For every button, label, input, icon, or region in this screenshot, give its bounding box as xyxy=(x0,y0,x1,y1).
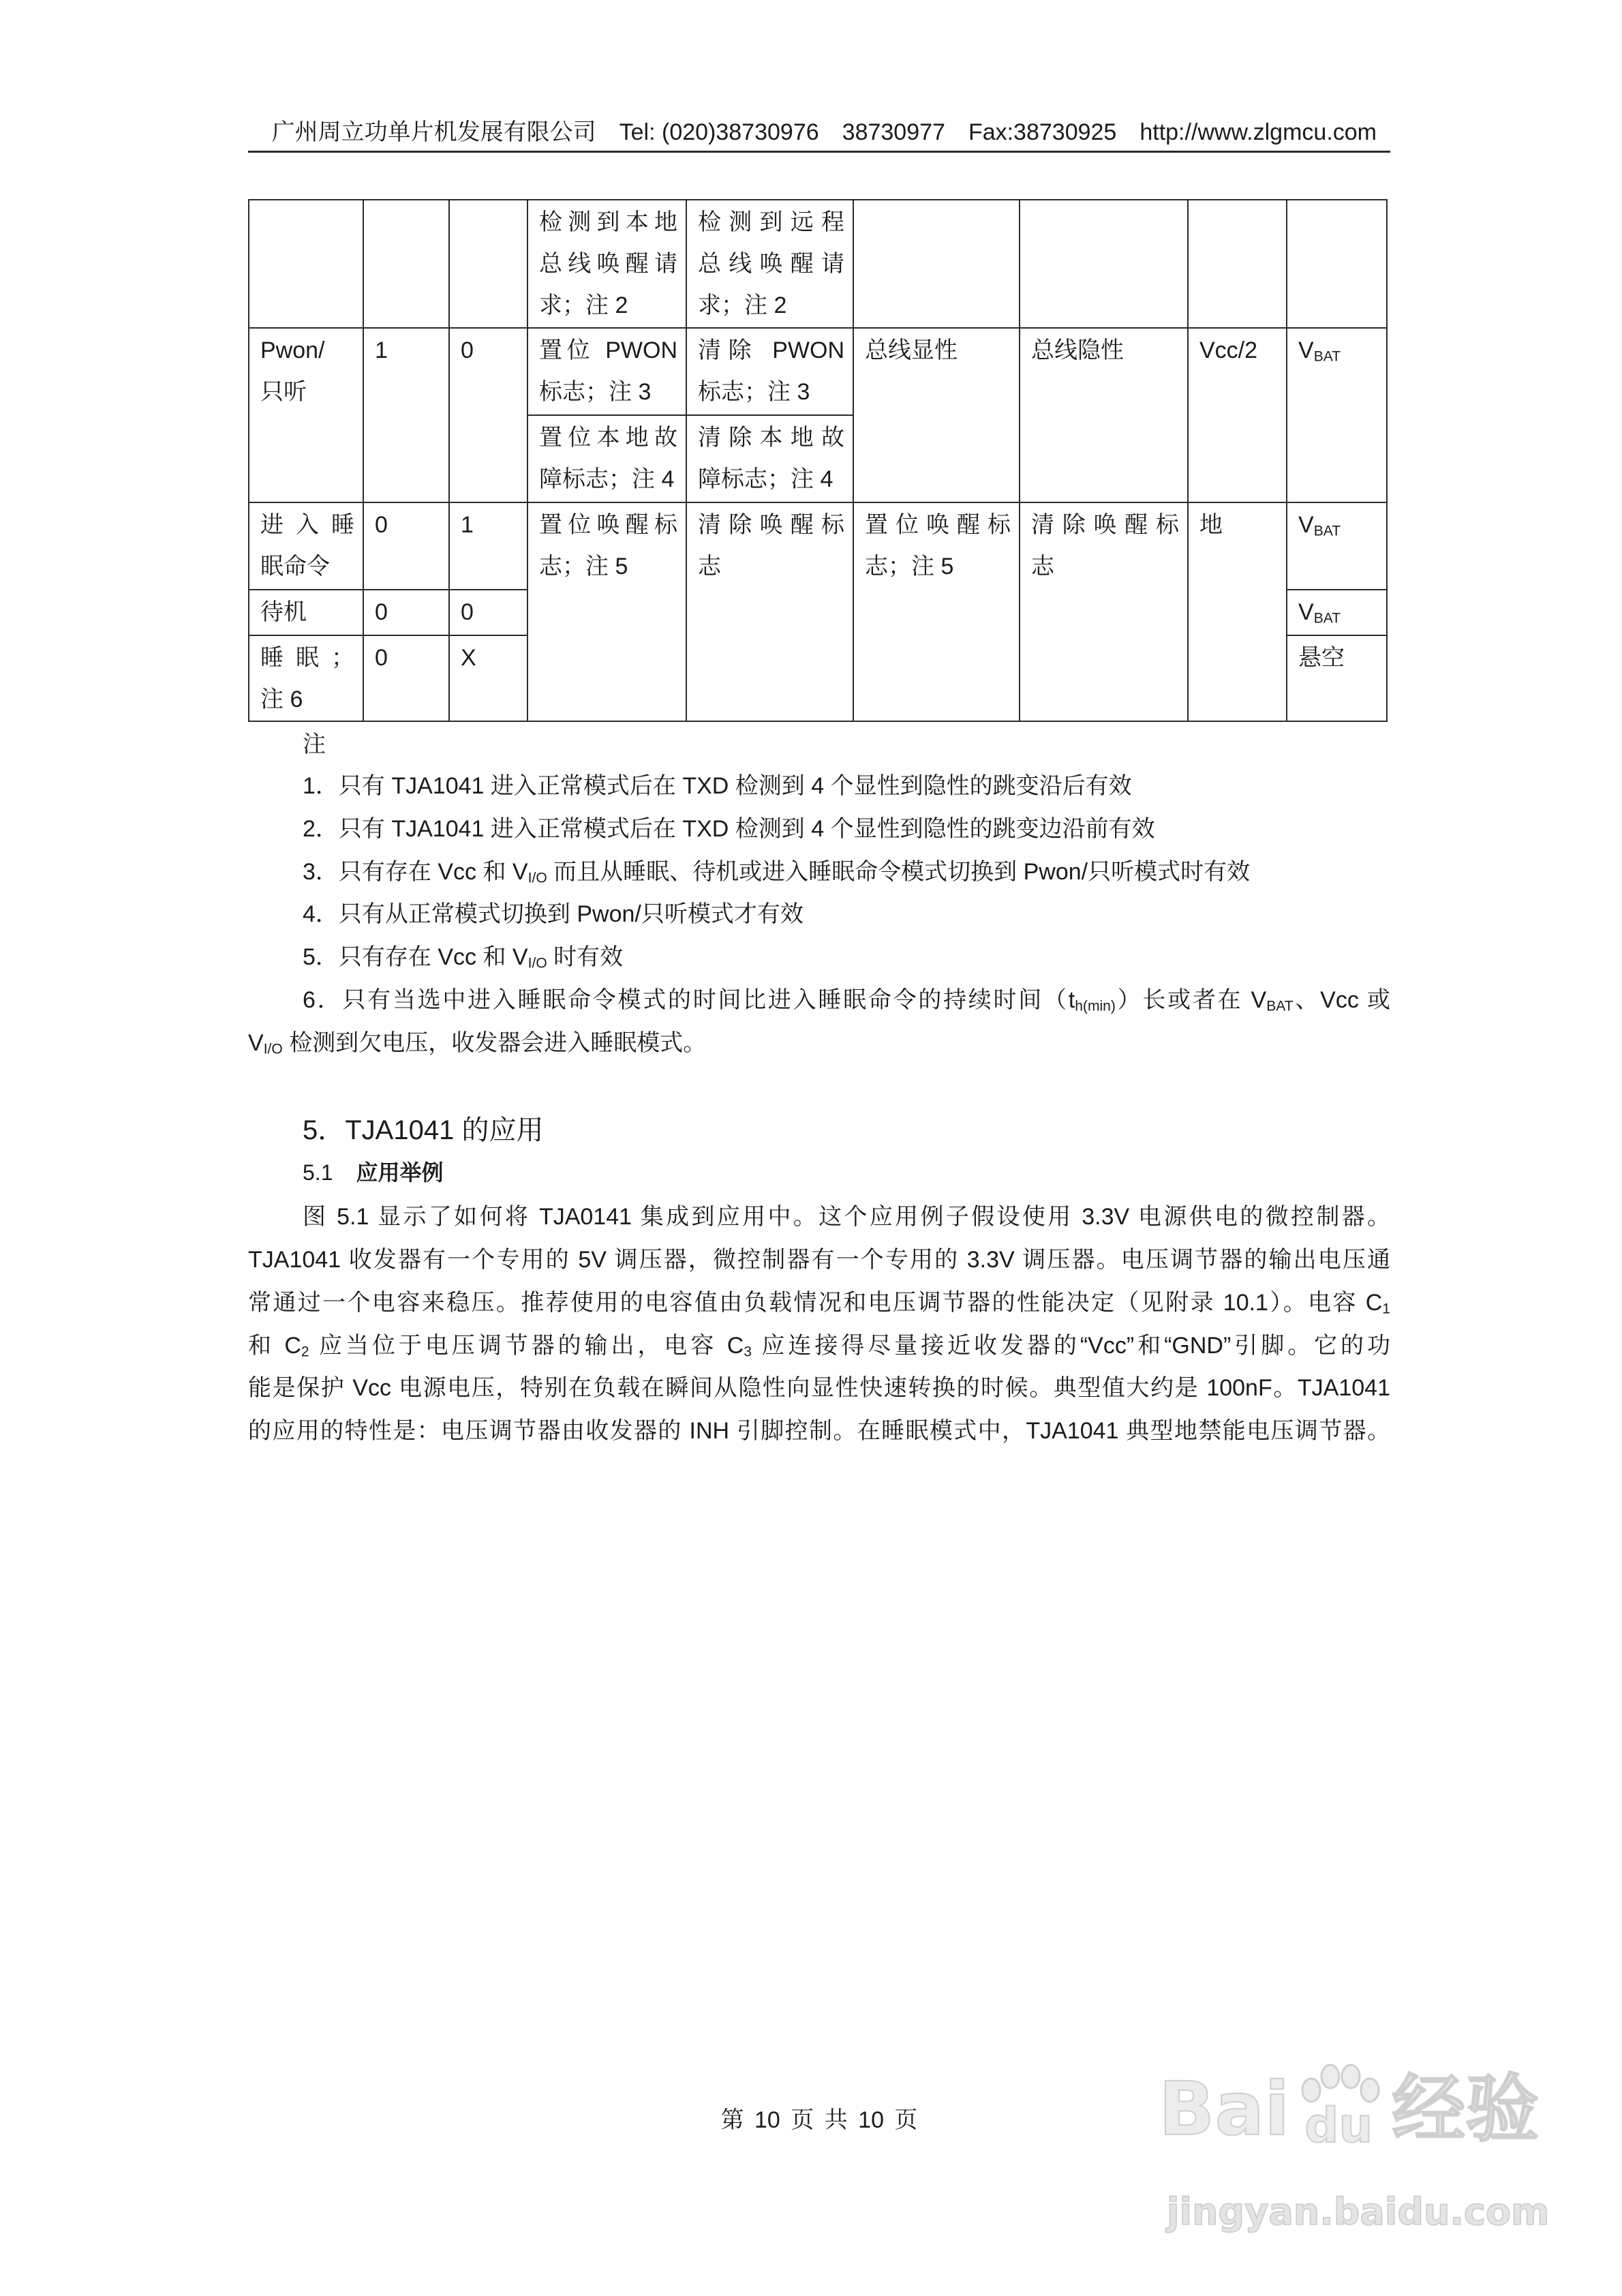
cell-line: 求；注 2 xyxy=(539,292,628,318)
cell-line: 注 6 xyxy=(260,686,303,712)
cell-detect-local-wake xyxy=(527,200,686,328)
note-text: 而且从睡眠、待机或进入睡眠命令模式切换到 Pwon/只听模式时有效 xyxy=(547,859,1251,885)
note-6-continued xyxy=(248,1022,1390,1065)
paragraph-text: 应连接得尽量接近收发器的“Vcc”和“GND”引脚。它的功 xyxy=(752,1333,1391,1359)
baidu-jingyan-watermark xyxy=(1159,2059,1539,2161)
cell-line: 总线唤醒请 xyxy=(539,251,677,277)
cell-line: 清除本地故 xyxy=(698,425,844,451)
subscript: I/O xyxy=(263,1041,283,1057)
note-text: 5．只有存在 Vcc 和 V xyxy=(303,944,528,970)
cell-mode-standby: 待机 xyxy=(249,590,363,635)
paragraph-text: 应当位于电压调节器的输出，电容 C xyxy=(309,1333,744,1359)
cell-set-local-fault xyxy=(527,415,686,502)
cell-value: 0 xyxy=(449,328,527,502)
cell-line: 置位唤醒标 xyxy=(539,512,677,538)
page-header xyxy=(272,117,1377,147)
subscript: 2 xyxy=(301,1344,309,1360)
cell-line: 检测到远程 xyxy=(698,209,844,235)
cell-line: 障标志；注 4 xyxy=(698,466,833,492)
section-heading: 5．TJA1041 的应用 xyxy=(303,1115,544,1145)
mode-table xyxy=(248,199,1388,722)
cell-line: 清除唤醒标 xyxy=(1031,512,1179,538)
cell-line: 志；注 5 xyxy=(865,554,954,579)
subscript: I/O xyxy=(527,870,547,886)
subscript: BAT xyxy=(1266,998,1294,1014)
paragraph-text: 和 C xyxy=(248,1333,301,1359)
vbat-v: V xyxy=(1298,337,1314,363)
watermark-product: 经验 xyxy=(1392,2067,1540,2152)
cell-vbat xyxy=(1287,590,1387,635)
cell-line: 眠命令 xyxy=(260,554,330,579)
cell-line: 置位本地故 xyxy=(539,425,677,451)
subsection-title: 应用举例 xyxy=(356,1160,444,1185)
paragraph-line xyxy=(248,1282,1390,1325)
note-text: 3．只有存在 Vcc 和 V xyxy=(303,859,528,885)
note-2: 2．只有 TJA1041 进入正常模式后在 TXD 检测到 4 个显性到隐性的跳变边沿前有效 xyxy=(303,816,1155,842)
cell-mode-sleep xyxy=(249,635,363,721)
table-cell xyxy=(363,200,449,328)
cell-set-wake-flag-2 xyxy=(853,502,1020,721)
table-cell xyxy=(1188,200,1287,328)
table-cell xyxy=(853,200,1020,328)
cell-set-wake-flag xyxy=(527,502,686,721)
cell-vbat xyxy=(1287,502,1387,590)
subscript: 3 xyxy=(744,1344,752,1360)
note-1: 1．只有 TJA1041 进入正常模式后在 TXD 检测到 4 个显性到隐性的跳变沿后有效 xyxy=(303,773,1132,799)
subsection-heading xyxy=(303,1152,444,1193)
cell-detect-remote-wake xyxy=(686,200,853,328)
page-footer: 第 10 页 共 10 页 xyxy=(720,2107,918,2133)
cell-value: 1 xyxy=(449,502,527,590)
paragraph-line: TJA1041 收发器有一个专用的 5V 调压器，微控制器有一个专用的 3.3V 调压器。电压调节器的输出电压通 xyxy=(248,1247,1390,1273)
watermark-url: jingyan.baidu.com xyxy=(1167,2190,1550,2233)
header-url: http://www.zlgmcu.com xyxy=(1139,119,1377,145)
cell-ground: 地 xyxy=(1188,502,1287,721)
header-tel: Tel: (020)38730976 xyxy=(619,119,819,145)
cell-mode-goto-sleep xyxy=(249,502,363,590)
cell-clear-pwon-flag xyxy=(686,328,853,415)
notes-title: 注 xyxy=(303,731,326,757)
table-cell xyxy=(1020,200,1188,328)
note-text: 、Vcc 或 xyxy=(1293,987,1391,1013)
note-text: V xyxy=(248,1030,264,1056)
note-5 xyxy=(303,936,1390,979)
cell-line: 志 xyxy=(698,554,721,579)
cell-line: 障标志；注 4 xyxy=(539,466,675,492)
cell-line: 置位唤醒标 xyxy=(865,512,1011,538)
paragraph-line xyxy=(248,1325,1390,1368)
subsection-number: 5.1 xyxy=(303,1160,333,1185)
note-text: ）长或者在 V xyxy=(1115,987,1267,1013)
cell-line: 检测到本地 xyxy=(539,209,677,235)
table-cell xyxy=(449,200,527,328)
subscript: h(min) xyxy=(1075,998,1116,1014)
cell-value: 0 xyxy=(449,590,527,635)
cell-line: 清除 PWON xyxy=(698,337,844,363)
cell-line: 置位 PWON xyxy=(539,337,677,363)
cell-bus-recessive: 总线隐性 xyxy=(1020,328,1188,502)
note-text: 时有效 xyxy=(547,944,624,970)
cell-bus-dominant: 总线显性 xyxy=(853,328,1020,502)
table-row-continued xyxy=(249,200,1387,328)
note-6 xyxy=(303,979,1390,1022)
cell-line: 标志；注 3 xyxy=(539,379,652,405)
note-text: 6．只有当选中进入睡眠命令模式的时间比进入睡眠命令的持续时间（t xyxy=(303,987,1075,1013)
table-row-goto-sleep xyxy=(249,502,1387,590)
cell-value: 0 xyxy=(363,590,449,635)
vbat-v: V xyxy=(1298,599,1314,625)
table-cell xyxy=(1287,200,1387,328)
cell-line: 志；注 5 xyxy=(539,554,628,579)
cell-vbat xyxy=(1287,328,1387,502)
paragraph-line: 的应用的特性是：电压调节器由收发器的 INH 引脚控制。在睡眠模式中，TJA1041 典型地禁能电压调节器。 xyxy=(248,1418,1390,1444)
cell-mode-pwon xyxy=(249,328,363,502)
cell-line: 志 xyxy=(1031,554,1054,579)
company-name: 广州周立功单片机发展有限公司 xyxy=(271,119,596,145)
subscript: 1 xyxy=(1382,1301,1390,1317)
vbat-sub: BAT xyxy=(1313,523,1341,539)
paragraph-line: 能是保护 Vcc 电源电压，特别在负载在瞬间从隐性向显性快速转换的时候。典型值大约是 100nF。TJA1041 xyxy=(248,1375,1390,1401)
table-row-pwon xyxy=(249,328,1387,415)
note-3 xyxy=(303,851,1390,894)
header-rule xyxy=(248,151,1390,153)
header-fax: Fax:38730925 xyxy=(968,119,1117,145)
subscript: I/O xyxy=(527,955,547,971)
cell-value: 0 xyxy=(363,635,449,721)
watermark-brand-left: Bai xyxy=(1159,2067,1290,2152)
paw-icon xyxy=(1289,2059,1392,2161)
cell-line: 总线唤醒请 xyxy=(698,251,844,277)
vbat-sub: BAT xyxy=(1313,348,1341,365)
cell-line: 标志；注 3 xyxy=(698,379,810,405)
cell-clear-wake-flag-2 xyxy=(1020,502,1188,721)
cell-value: 0 xyxy=(363,502,449,590)
cell-value: 1 xyxy=(363,328,449,502)
watermark-brand-right: du xyxy=(1304,2098,1373,2154)
vbat-v: V xyxy=(1298,512,1314,538)
paragraph-line: 图 5.1 显示了如何将 TJA0141 集成到应用中。这个应用例子假设使用 3.3V 电源供电的微控制器。 xyxy=(303,1204,1390,1230)
cell-line: 只听 xyxy=(260,379,307,405)
cell-line: 进入睡 xyxy=(260,512,354,538)
note-text: 检测到欠电压，收发器会进入睡眠模式。 xyxy=(282,1030,707,1056)
cell-line: Pwon/ xyxy=(260,337,325,363)
paragraph-text: 常通过一个电容来稳压。推荐使用的电容值由负载情况和电压调节器的性能决定（见附录 10.1）。电容 C xyxy=(248,1290,1383,1316)
note-4: 4．只有从正常模式切换到 Pwon/只听模式才有效 xyxy=(303,901,804,927)
cell-clear-wake-flag xyxy=(686,502,853,721)
cell-set-pwon-flag xyxy=(527,328,686,415)
cell-floating: 悬空 xyxy=(1287,635,1387,721)
table-cell xyxy=(249,200,363,328)
cell-line: 求；注 2 xyxy=(698,292,787,318)
cell-vcc-half: Vcc/2 xyxy=(1188,328,1287,502)
cell-value: X xyxy=(449,635,527,721)
cell-line: 睡眠； xyxy=(260,645,354,671)
cell-clear-local-fault xyxy=(686,415,853,502)
header-tel2: 38730977 xyxy=(842,119,945,145)
cell-line: 清除唤醒标 xyxy=(698,512,844,538)
vbat-sub: BAT xyxy=(1313,610,1341,626)
